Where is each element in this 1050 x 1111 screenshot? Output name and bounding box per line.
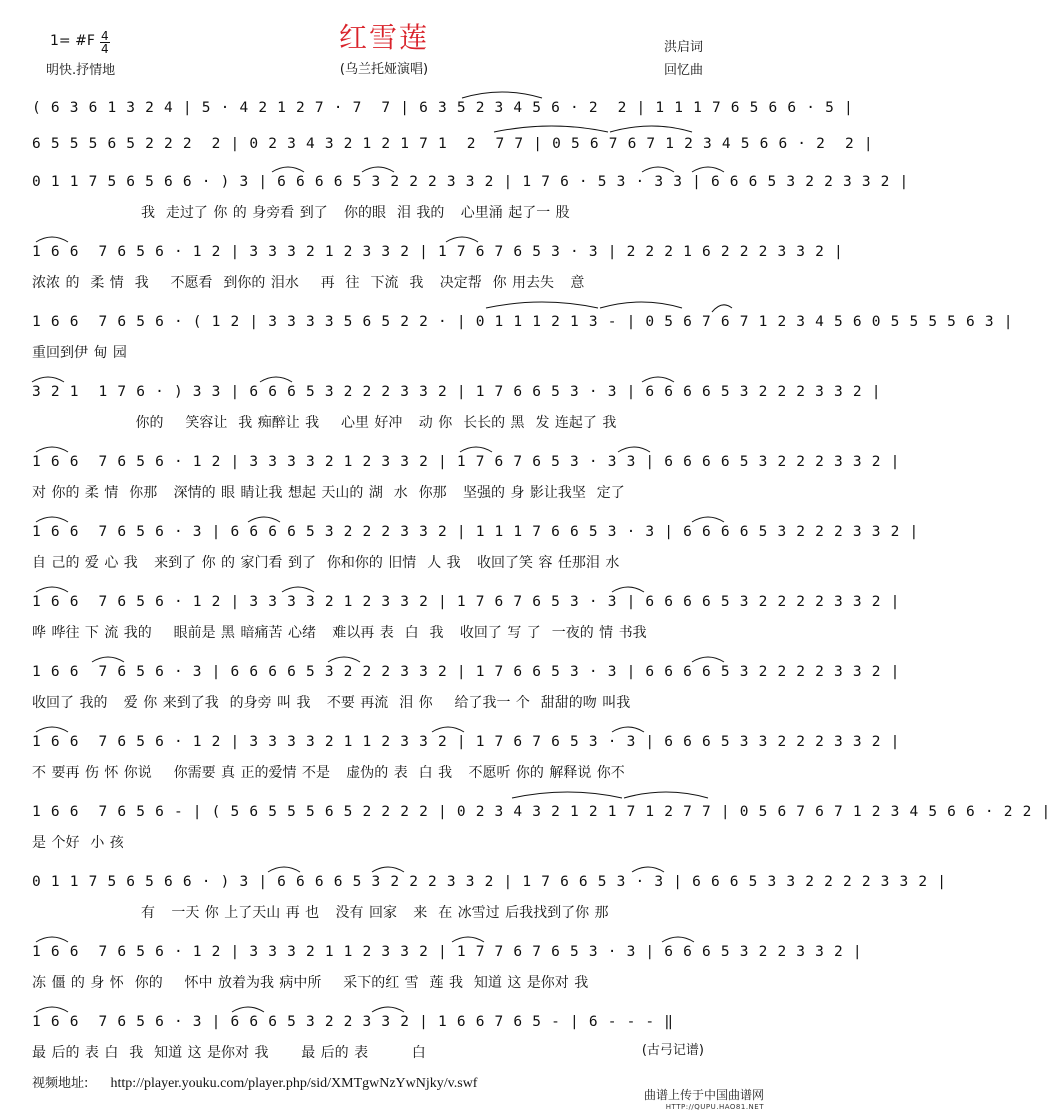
notation-line: 6 5 5 5 6 5 2 2 2 2 | 0 2 3 4 3 2 1 2 1 7 1 2 7 7 | 0 5 6 7 6 7 1 2 3 4 5 6 6 · 2 2 |	[32, 136, 873, 152]
slur-marks	[32, 856, 736, 876]
site-watermark	[620, 1086, 764, 1111]
singer-credit: (乌兰托娅演唱)	[339, 62, 429, 77]
slur-marks	[32, 82, 736, 102]
lyric-line: 对 你的 柔 情 你那 深情的 眼 睛让我 想起 天山的 湖 水 你那 坚强的 身 影让我坚 定了	[32, 485, 625, 501]
slur-marks	[32, 296, 736, 316]
notation-line: ( 6 3 6 1 3 2 4 | 5 · 4 2 1 2 7 · 7 7 | 6 3 5 2 3 4 5 6 · 2 2 | 1 1 1 7 6 5 6 6 · 5 |	[32, 100, 853, 116]
slur-marks	[32, 156, 736, 176]
score-system-8	[32, 506, 919, 572]
notation-line: 1 6 6 7 6 5 6 · 1 2 | 3 3 3 3 2 1 1 2 3 3 2 | 1 7 6 7 6 5 3 · 3 | 6 6 6 5 3 3 2 2 2 3 3 2 |	[32, 734, 900, 750]
slur-marks	[32, 716, 736, 736]
score-system-15	[32, 996, 736, 1062]
lyric-line: 我 走过了 你 的 身旁看 到了 你的眼 泪 我的 心里涌 起了一 股	[32, 205, 570, 221]
notation-line: 0 1 1 7 5 6 5 6 6 · ) 3 | 6 6 6 6 5 3 2 2 2 3 3 2 | 1 7 6 6 5 3 · 3 | 6 6 6 5 3 3 2 2 2 2 3 3 2 |	[32, 874, 947, 890]
time-signature	[100, 30, 110, 55]
score-system-3	[32, 156, 909, 222]
video-address	[32, 1072, 477, 1092]
score-system-6	[32, 366, 881, 432]
watermark-text: 曲谱上传于中国曲谱网	[643, 1088, 764, 1102]
tempo-marking: 明快.抒情地	[46, 63, 116, 78]
slur-marks	[32, 366, 736, 386]
notation-line: 1 6 6 7 6 5 6 · 3 | 6 6 6 6 5 3 2 2 2 3 3 2 | 1 1 1 7 6 6 5 3 · 3 | 6 6 6 6 5 3 2 2 2 3 3 2 |	[32, 524, 919, 540]
notation-line: 3 2 1 1 7 6 · ) 3 3 | 6 6 6 5 3 2 2 2 3 3 2 | 1 7 6 6 5 3 · 3 | 6 6 6 6 5 3 2 2 2 3 3 2 |	[32, 384, 881, 400]
notation-line: 1 6 6 7 6 5 6 · 1 2 | 3 3 3 2 1 1 2 3 3 2 | 1 7 7 6 7 6 5 3 · 3 | 6 6 6 5 3 2 2 3 3 2 |	[32, 944, 862, 960]
score-system-13	[32, 856, 947, 922]
score-system-7	[32, 436, 900, 502]
notation-line: 1 6 6 7 6 5 6 · ( 1 2 | 3 3 3 3 5 6 5 2 2 · | 0 1 1 1 2 1 3 - | 0 5 6 7 6 7 1 2 3 4 5 6 0 5 5 5 5 6 3 |	[32, 314, 1013, 330]
score-system-14	[32, 926, 862, 992]
score-system-9	[32, 576, 900, 642]
notation-line: 1 6 6 7 6 5 6 · 3 | 6 6 6 5 3 2 2 3 3 2 | 1 6 6 7 6 5 - | 6 - - - ‖	[32, 1014, 674, 1030]
key-signature: 1= #F	[50, 33, 95, 49]
score-system-4	[32, 226, 843, 292]
notation-line: 1 6 6 7 6 5 6 · 1 2 | 3 3 3 2 1 2 3 3 2 | 1 7 6 7 6 5 3 · 3 | 2 2 2 1 6 2 2 2 3 3 2 |	[32, 244, 843, 260]
score-system-5	[32, 296, 1013, 362]
notation-line: 1 6 6 7 6 5 6 - | ( 5 6 5 5 5 6 5 2 2 2 2 | 0 2 3 4 3 2 1 2 1 7 1 2 7 7 | 0 5 6 7 6 7 1 2 3 4 5 6 6 · 2 2 |	[32, 804, 1050, 820]
watermark-url: HTTP://QUPU.HAO81.NET	[665, 1103, 764, 1111]
lyric-line: 是 个好 小 孩	[32, 835, 124, 851]
slur-marks	[32, 226, 736, 246]
notation-line: 1 6 6 7 6 5 6 · 1 2 | 3 3 3 3 2 1 2 3 3 2 | 1 7 6 7 6 5 3 · 3 | 6 6 6 6 5 3 2 2 2 2 3 3 2 |	[32, 594, 900, 610]
notation-line: 1 6 6 7 6 5 6 · 3 | 6 6 6 6 5 3 2 2 2 3 3 2 | 1 7 6 6 5 3 · 3 | 6 6 6 6 5 3 2 2 2 2 3 3 2 |	[32, 664, 900, 680]
lyric-line: 重回到伊 甸 园	[32, 345, 127, 361]
slur-marks	[32, 576, 736, 596]
slur-marks	[32, 926, 736, 946]
slur-marks	[32, 786, 736, 806]
lyric-line: 有 一天 你 上了天山 再 也 没有 回家 来 在 冰雪过 后我找到了你 那	[32, 905, 609, 921]
slur-marks	[32, 436, 736, 456]
lyric-line: 不 要再 伤 怀 你说 你需要 真 正的爱情 不是 虚伪的 表 白 我 不愿听 你的 解释说 你不	[32, 765, 625, 781]
score-system-10	[32, 646, 900, 712]
lyric-line: 最 后的 表 白 我 知道 这 是你对 我 最 后的 表 白	[32, 1045, 426, 1061]
score-system-12	[32, 786, 1050, 852]
score-system-11	[32, 716, 900, 782]
notation-line: 1 6 6 7 6 5 6 · 1 2 | 3 3 3 3 2 1 2 3 3 2 | 1 7 6 7 6 5 3 · 3 3 | 6 6 6 6 5 3 2 2 2 3 3 2 |	[32, 454, 900, 470]
video-url-link[interactable]: http://player.youku.com/player.php/sid/XMTgwNzYwNjky/v.swf	[110, 1076, 478, 1091]
slur-marks	[32, 646, 736, 666]
lyric-line: 浓浓 的 柔 情 我 不愿看 到你的 泪水 再 往 下流 我 决定帮 你 用去失 意	[32, 275, 585, 291]
slur-marks	[32, 506, 736, 526]
slur-marks	[32, 118, 736, 138]
notation-line: 0 1 1 7 5 6 5 6 6 · ) 3 | 6 6 6 6 5 3 2 2 2 3 3 2 | 1 7 6 · 5 3 · 3 3 | 6 6 6 5 3 2 2 3 3 2 |	[32, 174, 909, 190]
slur-marks	[32, 996, 736, 1016]
composer-credit: 回忆曲	[664, 63, 704, 78]
lyric-line: 冻 僵 的 身 怀 你的 怀中 放着为我 病中所 采下的红 雪 莲 我 知道 这 是你对 我	[32, 975, 589, 991]
time-numerator: 4	[101, 29, 109, 43]
lyric-line: 收回了 我的 爱 你 来到了我 的身旁 叫 我 不要 再流 泪 你 给了我一 个 甜甜的吻 叫我	[32, 695, 631, 711]
video-label: 视频地址:	[32, 1076, 89, 1091]
transcriber-credit: (古弓记谱)	[641, 1043, 704, 1058]
lyricist-credit: 洪启词	[664, 40, 704, 55]
lyric-line: 你的 笑容让 我 痴醉让 我 心里 好冲 动 你 长长的 黑 发 连起了 我	[32, 415, 617, 431]
lyric-line: 自 己的 爱 心 我 来到了 你 的 家门看 到了 你和你的 旧情 人 我 收回了笑 容 任那泪 水	[32, 555, 620, 571]
time-denominator: 4	[101, 42, 109, 56]
song-title: 红雪莲	[338, 21, 429, 54]
lyric-line: 哗 哗往 下 流 我的 眼前是 黑 暗痛苦 心绪 难以再 表 白 我 收回了 写 了 一夜的 情 书我	[32, 625, 647, 641]
